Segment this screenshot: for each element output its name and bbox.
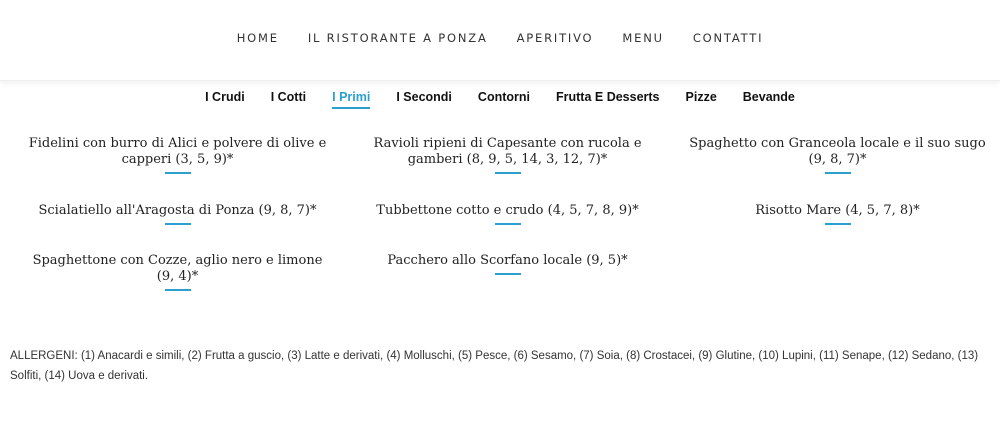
dish-item xyxy=(675,203,1000,253)
dish-item xyxy=(675,136,1000,203)
dish-name: Ravioli ripieni di Capesante con rucola e gamberi (8, 9, 5, 14, 3, 12, 7)* xyxy=(373,136,642,167)
dish-item xyxy=(340,253,675,313)
dish-name: Tubbettone cotto e crudo (4, 5, 7, 8, 9)* xyxy=(376,203,639,218)
dish-grid xyxy=(15,136,1000,313)
allergens-note: ALLERGENI: (1) Anacardi e simili, (2) Frutta a guscio, (3) Latte e derivati, (4) Molluschi, (5) Pesce, (6) Sesamo, (7) Soia, (8) Crostacei, (9) Glutine, (10) Lupini, (11) Senape, (12) Sedano, (13) Solfiti, (14) Uova e derivati. xyxy=(10,349,979,382)
tab-bevande[interactable]: Bevande xyxy=(742,90,795,104)
menu-category-tabs xyxy=(0,90,1000,109)
tab-frutta-e-desserts[interactable]: Frutta E Desserts xyxy=(556,90,660,104)
dish-divider xyxy=(165,172,191,174)
dish-divider xyxy=(825,223,851,225)
top-navigation xyxy=(0,0,1000,81)
top-nav-list xyxy=(0,31,1000,45)
dish-divider xyxy=(165,289,191,291)
tab-i-cotti[interactable]: I Cotti xyxy=(270,90,307,104)
dish-item xyxy=(15,203,340,253)
nav-item-il-ristorante[interactable]: IL RISTORANTE A PONZA xyxy=(307,31,488,45)
dish-name: Risotto Mare (4, 5, 7, 8)* xyxy=(755,203,920,218)
dish-name: Fidelini con burro di Alici e polvere di olive e capperi (3, 5, 9)* xyxy=(28,136,327,167)
tab-contorni[interactable]: Contorni xyxy=(477,90,530,104)
dish-item xyxy=(340,136,675,203)
dish-name: Scialatiello all'Aragosta di Ponza (9, 8, 7)* xyxy=(38,203,317,218)
nav-item-contatti[interactable]: CONTATTI xyxy=(692,31,764,45)
dish-name: Spaghettone con Cozze, aglio nero e limone (9, 4)* xyxy=(32,253,323,284)
dish-item xyxy=(15,253,340,313)
tab-i-primi[interactable]: I Primi xyxy=(332,90,370,109)
nav-item-aperitivo[interactable]: APERITIVO xyxy=(516,31,594,45)
dish-divider xyxy=(495,273,521,275)
dish-divider xyxy=(825,172,851,174)
dish-divider xyxy=(495,172,521,174)
tab-pizze[interactable]: Pizze xyxy=(685,90,717,104)
tab-i-crudi[interactable]: I Crudi xyxy=(205,90,245,104)
dish-name: Pacchero allo Scorfano locale (9, 5)* xyxy=(387,253,628,268)
dish-divider xyxy=(165,223,191,225)
nav-item-home[interactable]: HOME xyxy=(236,31,279,45)
dish-name: Spaghetto con Granceola locale e il suo sugo (9, 8, 7)* xyxy=(689,136,986,167)
dish-item xyxy=(15,136,340,203)
nav-item-menu[interactable]: MENU xyxy=(622,31,664,45)
dish-divider xyxy=(495,223,521,225)
tab-i-secondi[interactable]: I Secondi xyxy=(396,90,452,104)
dish-item xyxy=(340,203,675,253)
